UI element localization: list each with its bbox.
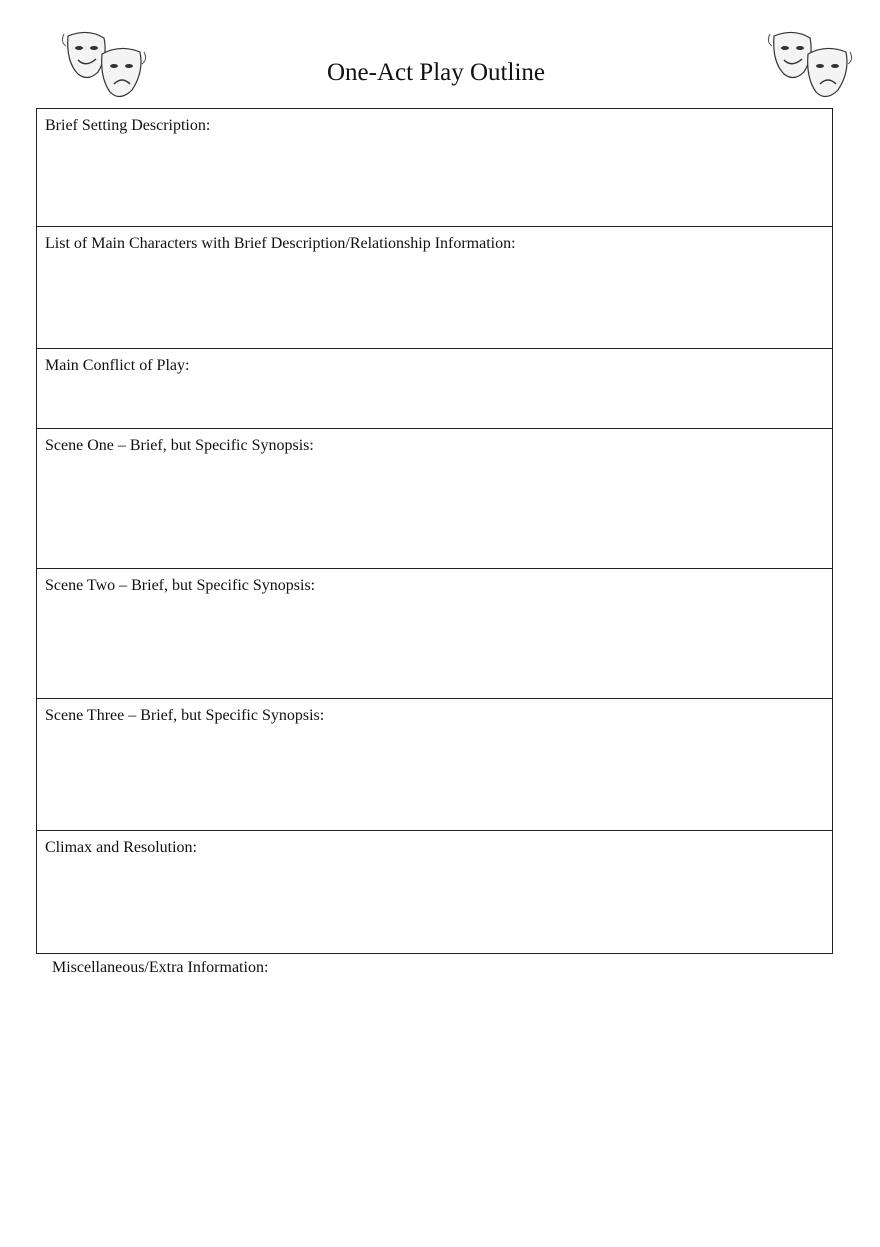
climax-section[interactable] [37,831,832,953]
setting-section[interactable] [37,109,832,227]
characters-section[interactable] [37,227,832,349]
climax-label: Climax and Resolution: [45,839,197,856]
outline-table [36,108,833,954]
comedy-tragedy-masks-icon [766,26,858,106]
scene-three-label: Scene Three – Brief, but Specific Synopsis: [45,707,325,724]
scene-two-label: Scene Two – Brief, but Specific Synopsis: [45,577,316,594]
scene-three-section[interactable] [37,699,832,831]
setting-label: Brief Setting Description: [45,117,211,134]
scene-two-section[interactable] [37,569,832,699]
scene-one-section[interactable] [37,429,832,569]
characters-label: List of Main Characters with Brief Description/Relationship Information: [45,235,516,252]
misc-label: Miscellaneous/Extra Information: [52,959,269,976]
conflict-label: Main Conflict of Play: [45,357,190,374]
page-title: One-Act Play Outline [326,59,545,86]
scene-one-label: Scene One – Brief, but Specific Synopsis: [45,437,314,454]
conflict-section[interactable] [37,349,832,429]
